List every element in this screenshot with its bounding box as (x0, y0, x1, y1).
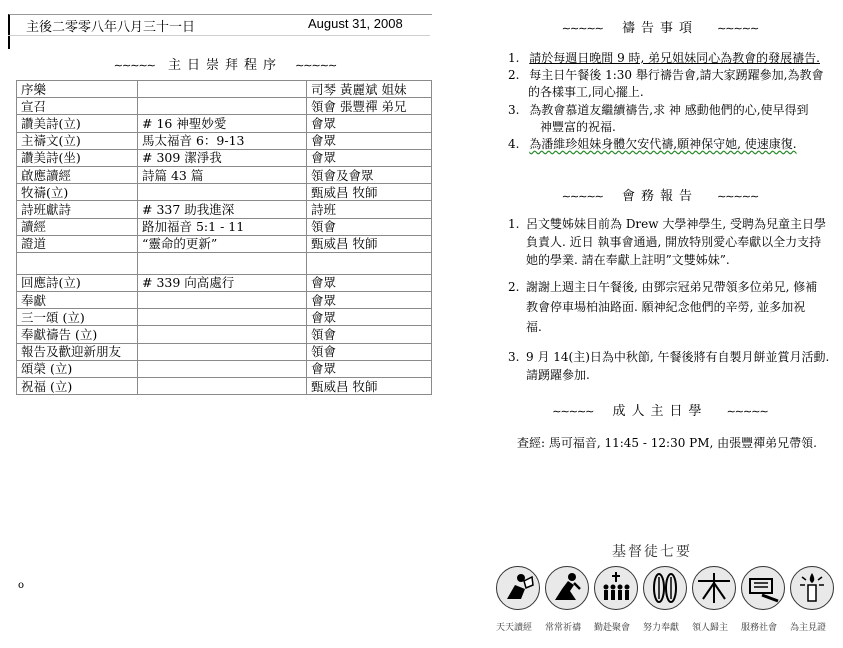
service-item-name: 祝福 (立) (17, 378, 138, 395)
table-row (17, 201, 432, 218)
service-item-leader: 會眾 (307, 360, 432, 377)
essential-label: 為主見證 (790, 623, 827, 633)
service-item-name: 回應詩(立) (17, 274, 138, 291)
table-row (17, 326, 432, 343)
service-item-detail: 路加福音 5:1 - 11 (138, 218, 307, 235)
service-item-leader: 領會 (307, 343, 432, 360)
order-of-service-table (16, 80, 432, 395)
service-item-leader: 領會 (307, 326, 432, 343)
service-item-leader: 司琴 黃麗斌 姐妹 (307, 81, 432, 98)
decoration-left: ∼∼∼∼∼ (552, 405, 594, 418)
service-item-detail (138, 309, 307, 326)
order-of-service-heading (90, 54, 360, 73)
service-item-detail (138, 252, 307, 274)
item-line: 謝謝上週主日午餐後, 由鄧宗冠弟兄帶領多位弟兄, 修補 (526, 280, 818, 294)
table-row (17, 235, 432, 252)
church-gathering-icon (594, 566, 638, 610)
witness-candle-icon (790, 566, 834, 610)
service-item-leader: 會眾 (307, 274, 432, 291)
service-item-detail: # 16 神聖妙愛 (138, 115, 307, 132)
seven-essentials-title: 基督徒七要 (612, 544, 692, 560)
service-item-leader: 會眾 (307, 149, 432, 166)
table-row (17, 184, 432, 201)
table-row (17, 218, 432, 235)
essential-label: 服務社會 (741, 623, 778, 633)
service-item-leader (307, 252, 432, 274)
prayer-item-1 (508, 50, 820, 67)
decoration-left: ∼∼∼∼∼ (561, 190, 603, 203)
item-number: 2. (508, 68, 520, 82)
service-item-leader: 詩班 (307, 201, 432, 218)
decoration-right: ∼∼∼∼∼ (717, 190, 759, 203)
service-item-name: 頌榮 (立) (17, 360, 138, 377)
service-item-detail (138, 378, 307, 395)
decoration-right: ∼∼∼∼∼ (726, 405, 768, 418)
service-item-name: 三一頌 (立) (17, 309, 138, 326)
announcements-heading (520, 185, 800, 204)
service-item-leader: 會眾 (307, 292, 432, 309)
service-item-leader: 領會 張豐禪 弟兄 (307, 98, 432, 115)
table-row (17, 166, 432, 183)
table-row (17, 360, 432, 377)
service-item-name: 奉獻 (17, 292, 138, 309)
header-date-english: August 31, 2008 (308, 16, 403, 31)
service-item-leader: 領會及會眾 (307, 166, 432, 183)
table-row (17, 149, 432, 166)
item-number: 4. (508, 137, 520, 151)
item-line: 請踴躍參加. (526, 368, 590, 382)
service-item-name: 詩班獻詩 (17, 201, 138, 218)
service-item-leader: 會眾 (307, 132, 432, 149)
essential-label: 天天讀經 (496, 623, 533, 633)
table-row (17, 81, 432, 98)
service-item-detail (138, 292, 307, 309)
service-item-name (17, 252, 138, 274)
item-text: 請於每週日晚間 9 時, 弟兄姐妹同心為教會的發展禱告. (529, 51, 820, 65)
service-item-leader: 會眾 (307, 309, 432, 326)
table-row (17, 378, 432, 395)
table-row (17, 98, 432, 115)
service-item-leader: 甄威昌 牧師 (307, 235, 432, 252)
praying-icon (545, 566, 589, 610)
sunday-school-heading (520, 400, 800, 419)
prayer-item-4 (508, 136, 797, 153)
announcements-list (508, 215, 843, 385)
table-row (17, 292, 432, 309)
item-number: 2. (508, 280, 520, 294)
service-icon (741, 566, 785, 610)
seven-essentials-graphic (492, 562, 840, 642)
header-rule (8, 35, 430, 36)
prayer-title: 禱告事項 (621, 21, 698, 36)
service-item-name: 宣召 (17, 98, 138, 115)
service-item-detail: 馬太福音 6：9-13 (138, 132, 307, 149)
item-line: 負責人. 近日 執事會通過, 開放特別愛心奉獻以全力支持 (526, 235, 822, 249)
item-line: 她的學業. 請在奉獻上註明”文雙姊妹”. (526, 253, 730, 267)
service-item-leader: 領會 (307, 218, 432, 235)
item-text: 為潘維珍姐妹身體欠安代禱,願神保守她, 使速康復. (529, 137, 797, 151)
reading-bible-icon (496, 566, 540, 610)
decoration-left: ∼∼∼∼∼ (113, 59, 155, 72)
service-item-detail (138, 343, 307, 360)
service-item-leader: 會眾 (307, 115, 432, 132)
essential-label: 努力奉獻 (643, 623, 680, 633)
service-item-detail (138, 184, 307, 201)
item-line: 呂文雙姊妹目前為 Drew 大學神學生, 受聘為兒童主日學 (526, 217, 826, 231)
table-row (17, 309, 432, 326)
service-item-name: 啟應讀經 (17, 166, 138, 183)
service-item-detail: 詩篇 43 篇 (138, 166, 307, 183)
table-row (17, 274, 432, 291)
service-item-name: 序樂 (17, 81, 138, 98)
item-number: 1. (508, 51, 520, 65)
item-line: 9 月 14(主)日為中秋節, 午餐後將有自製月餅並賞月活動. (526, 350, 830, 364)
item-text: 每主日午餐後 1:30 舉行禱告會,請大家踴躍參加,為教會 (529, 68, 824, 82)
offering-icon (643, 566, 687, 610)
service-item-detail: # 339 向高處行 (138, 274, 307, 291)
table-row (17, 252, 432, 274)
prayer-item-2-continued: 的各樣事工,同心擺上. (528, 85, 644, 99)
service-item-name: 奉獻禱告 (立) (17, 326, 138, 343)
sunday-school-text: 查經: 馬可福音, 11:45 - 12:30 PM, 由張豐禪弟兄帶領. (517, 436, 817, 450)
service-item-detail: # 309 潔淨我 (138, 149, 307, 166)
footer-mark: o (18, 580, 25, 591)
service-item-leader: 甄威昌 牧師 (307, 184, 432, 201)
decoration-right: ∼∼∼∼∼ (717, 22, 759, 35)
decoration-left: ∼∼∼∼∼ (561, 22, 603, 35)
item-text: 為教會慕道友繼續禱告,求 神 感動他們的心,使早得到 (529, 103, 809, 117)
item-line: 福. (526, 320, 542, 334)
essential-label: 常常祈禱 (545, 623, 582, 633)
service-item-leader: 甄威昌 牧師 (307, 378, 432, 395)
prayer-item-3-continued: 神豐富的祝福. (540, 120, 616, 134)
header-date-chinese: 主後二零零八年八月三十一日 (26, 20, 196, 35)
service-item-name: 讚美詩(坐) (17, 149, 138, 166)
item-number: 3. (508, 350, 520, 364)
service-item-detail (138, 81, 307, 98)
prayer-heading (520, 17, 800, 36)
service-item-name: 牧禱(立) (17, 184, 138, 201)
evangelism-icon (692, 566, 736, 610)
prayer-item-2 (508, 67, 824, 84)
service-item-detail (138, 98, 307, 115)
service-item-name: 讚美詩(立) (17, 115, 138, 132)
service-item-name: 讀經 (17, 218, 138, 235)
order-of-service-title: 主日崇拜程序 (167, 58, 282, 73)
item-number: 1. (508, 217, 520, 231)
service-item-name: 報告及歡迎新朋友 (17, 343, 138, 360)
service-item-detail: “靈命的更新” (138, 235, 307, 252)
item-number: 3. (508, 103, 520, 117)
sunday-school-title: 成人主日學 (612, 404, 708, 419)
service-item-name: 主禱文(立) (17, 132, 138, 149)
service-item-name: 證道 (17, 235, 138, 252)
announcements-title: 會務報告 (621, 189, 698, 204)
service-item-detail (138, 326, 307, 343)
service-item-detail (138, 360, 307, 377)
service-item-detail: # 337 助我進深 (138, 201, 307, 218)
table-row (17, 115, 432, 132)
table-row (17, 343, 432, 360)
essential-label: 勤赴聚會 (594, 623, 631, 633)
essential-label: 領人歸主 (692, 623, 729, 633)
prayer-item-3 (508, 102, 809, 119)
item-line: 教會停車場柏油路面. 願神紀念他們的辛勞, 並多加祝 (526, 300, 806, 314)
prayer-list (508, 50, 838, 160)
table-row (17, 132, 432, 149)
decoration-right: ∼∼∼∼∼ (295, 59, 337, 72)
